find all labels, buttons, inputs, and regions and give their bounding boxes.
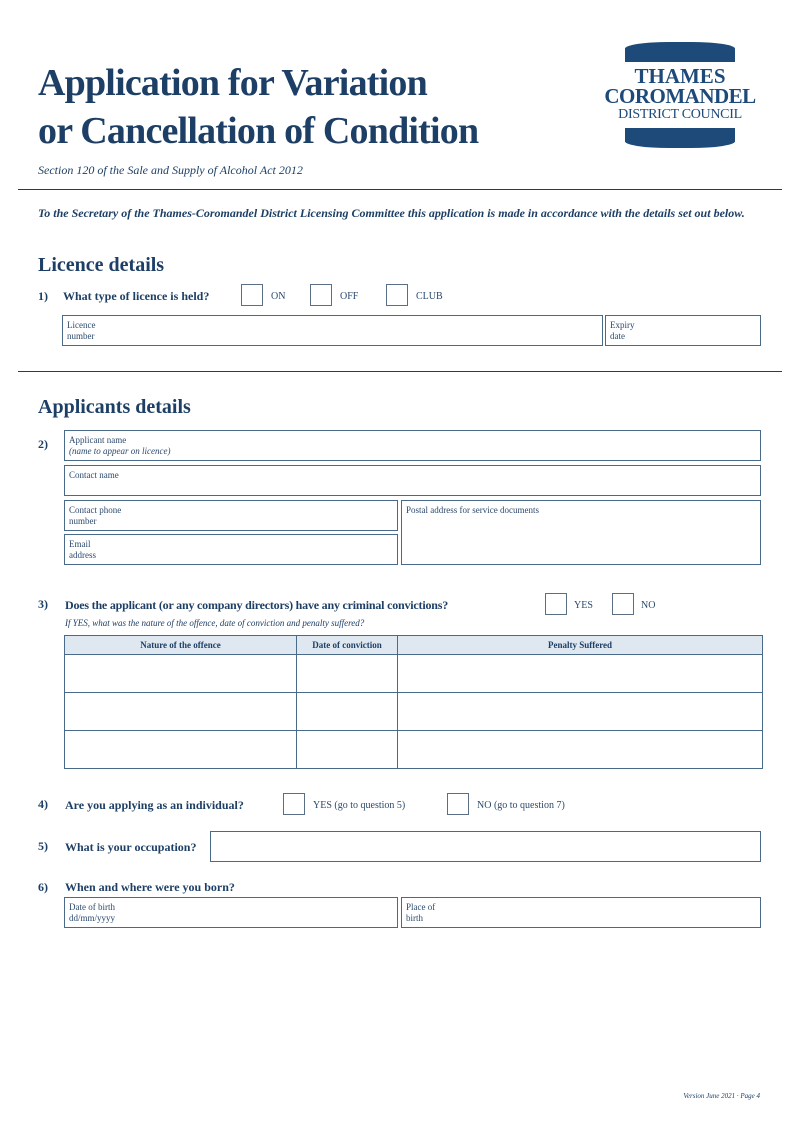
subtitle: Section 120 of the Sale and Supply of Alcohol Act 2012 — [38, 163, 303, 177]
q3-no-label: NO — [641, 600, 656, 611]
q3-no-checkbox[interactable] — [612, 593, 634, 615]
divider — [18, 371, 782, 372]
q4-no-label: NO (go to question 7) — [477, 800, 565, 811]
licence-heading: Licence details — [38, 254, 165, 276]
on-label: ON — [271, 291, 286, 302]
club-checkbox[interactable] — [386, 284, 408, 306]
q6-text: When and where were you born? — [65, 880, 235, 894]
contact-name-field[interactable]: Contact name — [64, 465, 761, 496]
column-header: Nature of the offence — [65, 636, 297, 655]
page-title-line1: Application for Variation — [38, 62, 427, 104]
expiry-date-field[interactable]: Expiry date — [605, 315, 761, 346]
column-header: Date of conviction — [297, 636, 398, 655]
page-title-line2: or Cancellation of Condition — [38, 110, 479, 152]
applicant-name-field[interactable]: Applicant name (name to appear on licence) — [64, 430, 761, 461]
off-label: OFF — [340, 291, 359, 302]
licence-number-field[interactable]: Licence number — [62, 315, 603, 346]
q5-text: What is your occupation? — [65, 840, 197, 854]
q4-no-checkbox[interactable] — [447, 793, 469, 815]
off-checkbox[interactable] — [310, 284, 332, 306]
q4-yes-checkbox[interactable] — [283, 793, 305, 815]
club-label: CLUB — [416, 291, 443, 302]
divider — [18, 189, 782, 190]
q4-yes-label: YES (go to question 5) — [313, 800, 406, 811]
q4-text: Are you applying as an individual? — [65, 798, 244, 812]
q5-number: 5) — [38, 839, 48, 853]
on-checkbox[interactable] — [241, 284, 263, 306]
email-field[interactable]: Email address — [64, 534, 398, 565]
contact-phone-field[interactable]: Contact phone number — [64, 500, 398, 531]
column-header: Penalty Suffered — [398, 636, 763, 655]
postal-address-field[interactable]: Postal address for service documents — [401, 500, 761, 565]
q1-text: What type of licence is held? — [63, 289, 210, 303]
q4-number: 4) — [38, 797, 48, 811]
q3-text: Does the applicant (or any company directors) have any criminal convictions? — [65, 598, 449, 612]
footer-version: Version June 2021 · Page 4 — [683, 1092, 760, 1100]
q3-note: If YES, what was the nature of the offence, date of conviction and penalty suffered? — [65, 618, 365, 628]
date-of-birth-field[interactable]: Date of birth dd/mm/yyyy — [64, 897, 398, 928]
q1-number: 1) — [38, 289, 48, 303]
intro-text: To the Secretary of the Thames-Coromandel District Licensing Committee this application is made in accordance with the details set out below. — [38, 206, 745, 220]
place-of-birth-field[interactable]: Place of birth — [401, 897, 761, 928]
table-row — [65, 693, 763, 731]
q6-number: 6) — [38, 880, 48, 894]
q3-yes-label: YES — [574, 600, 593, 611]
convictions-table — [64, 635, 763, 769]
q3-number: 3) — [38, 597, 48, 611]
table-row — [65, 655, 763, 693]
applicants-heading: Applicants details — [38, 396, 191, 418]
occupation-input[interactable] — [210, 831, 761, 862]
table-row — [65, 731, 763, 769]
council-logo: THAMES COROMANDEL DISTRICT COUNCIL — [595, 42, 765, 148]
q2-number: 2) — [38, 437, 48, 451]
q3-yes-checkbox[interactable] — [545, 593, 567, 615]
